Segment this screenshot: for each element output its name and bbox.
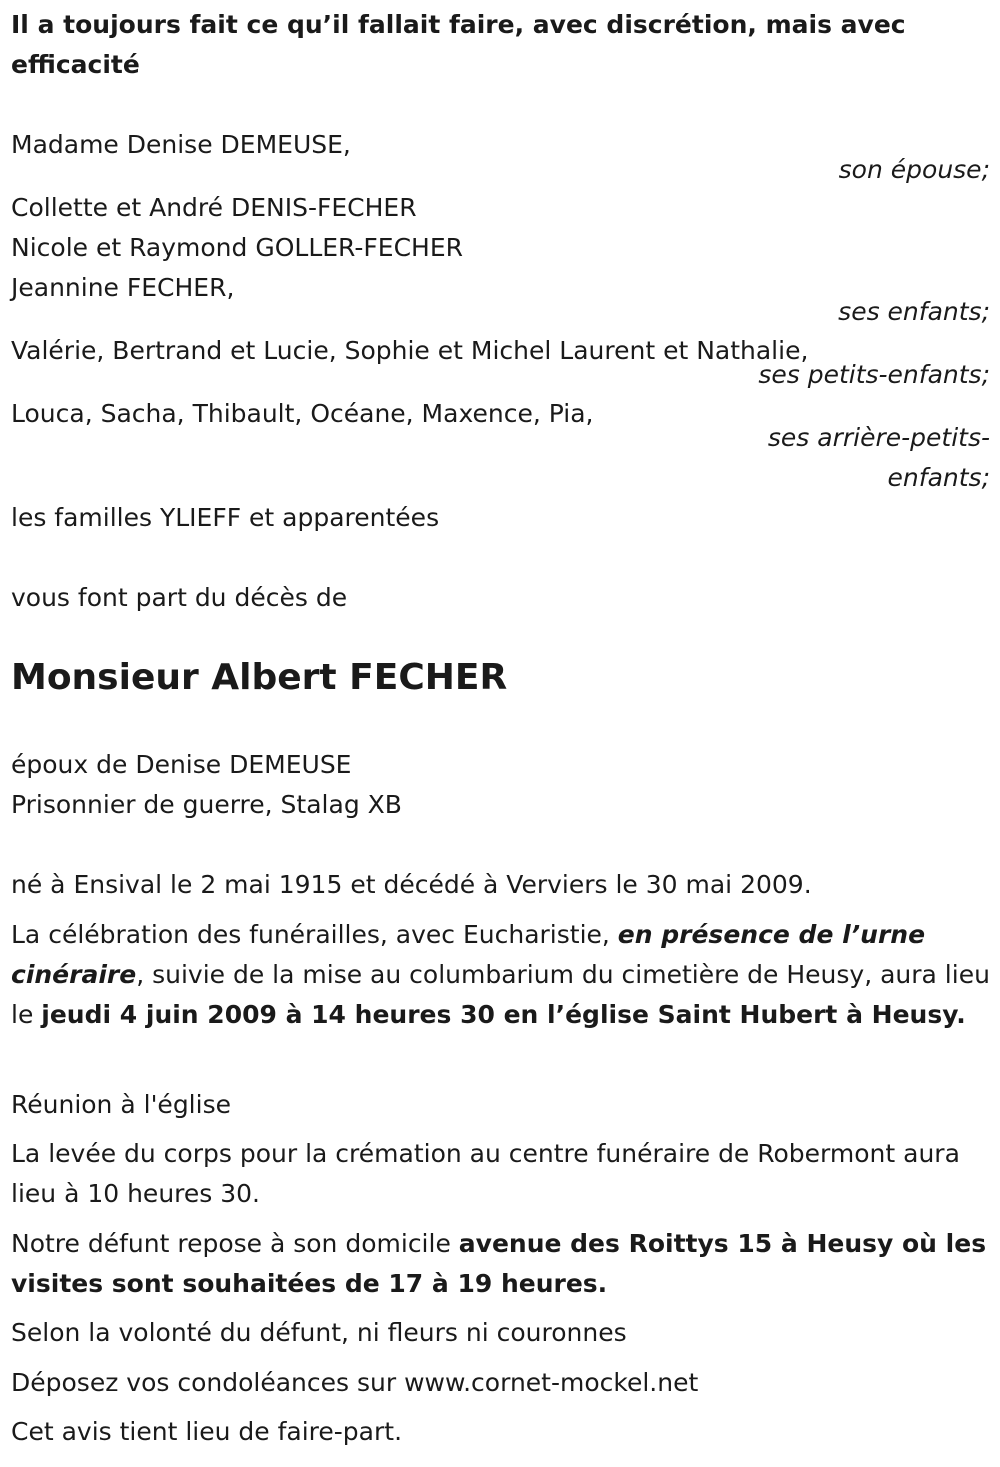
children-role: ses enfants; <box>838 297 990 326</box>
grandchildren: Valérie, Bertrand et Lucie, Sophie et Michel Laurent et Nathalie, <box>11 336 809 365</box>
great-grandchildren: Louca, Sacha, Thibault, Océane, Maxence, Pia, <box>11 399 594 428</box>
child-item: Nicole et Raymond GOLLER-FECHER <box>11 233 464 262</box>
other-families: les familles YLIEFF et apparentées <box>11 503 440 532</box>
grandchildren-role: ses petits-enfants; <box>758 360 990 389</box>
child-item: Collette et André DENIS-FECHER <box>11 193 417 222</box>
deceased-details <box>11 745 990 825</box>
meeting-note: Réunion à l'église <box>11 1090 231 1119</box>
birth-death-dates: né à Ensival le 2 mai 1915 et décédé à Verviers le 30 mai 2009. <box>11 870 812 899</box>
spouse-name: Madame Denise DEMEUSE, <box>11 130 351 159</box>
levee-paragraph: La levée du corps pour la crémation au centre funéraire de Robermont aura lieu à 10 heures 30. <box>11 1139 960 1208</box>
visit-address: avenue des Roittys 15 à Heusy où les visites sont souhaitées de 17 à 19 heures. <box>11 1229 987 1298</box>
spouse-of: époux de Denise DEMEUSE <box>11 750 352 779</box>
spouse-role: son épouse; <box>838 155 990 184</box>
condolences-note: Déposez vos condoléances sur www.cornet-mockel.net <box>11 1368 699 1397</box>
rest-paragraph: Notre défunt repose à son domicile avenue des Roittys 15 à Heusy où les visites sont souhaitées de 17 à 19 heures. <box>11 1229 987 1298</box>
ceremony-date-place: jeudi 4 juin 2009 à 14 heures 30 en l’église Saint Hubert à Heusy. <box>41 1000 966 1029</box>
ceremony-paragraph: La célébration des funérailles, avec Eucharistie, en présence de l’urne cinéraire, suivie de la mise au columbarium du cimetière de Heusy, aura lieu le jeudi 4 juin 2009 à 14 heures 30 en l’église Saint Hubert à Heusy. <box>11 920 990 1029</box>
deceased-title: Prisonnier de guerre, Stalag XB <box>11 790 402 819</box>
child-item: Jeannine FECHER, <box>11 273 235 302</box>
urn-note: en présence de l’urne cinéraire <box>11 920 926 989</box>
great-grandchildren-role-1: ses arrière-petits- <box>767 423 990 452</box>
deceased-name: Monsieur Albert FECHER <box>11 657 508 698</box>
great-grandchildren-role-2: enfants; <box>887 463 990 492</box>
announcement: vous font part du décès de <box>11 583 348 612</box>
children-list <box>11 188 990 308</box>
flowers-note: Selon la volonté du défunt, ni fleurs ni couronnes <box>11 1318 627 1347</box>
notice-note: Cet avis tient lieu de faire-part. <box>11 1417 403 1446</box>
quote-heading: Il a toujours fait ce qu’il fallait faire, avec discrétion, mais avec efficacité <box>11 10 906 79</box>
